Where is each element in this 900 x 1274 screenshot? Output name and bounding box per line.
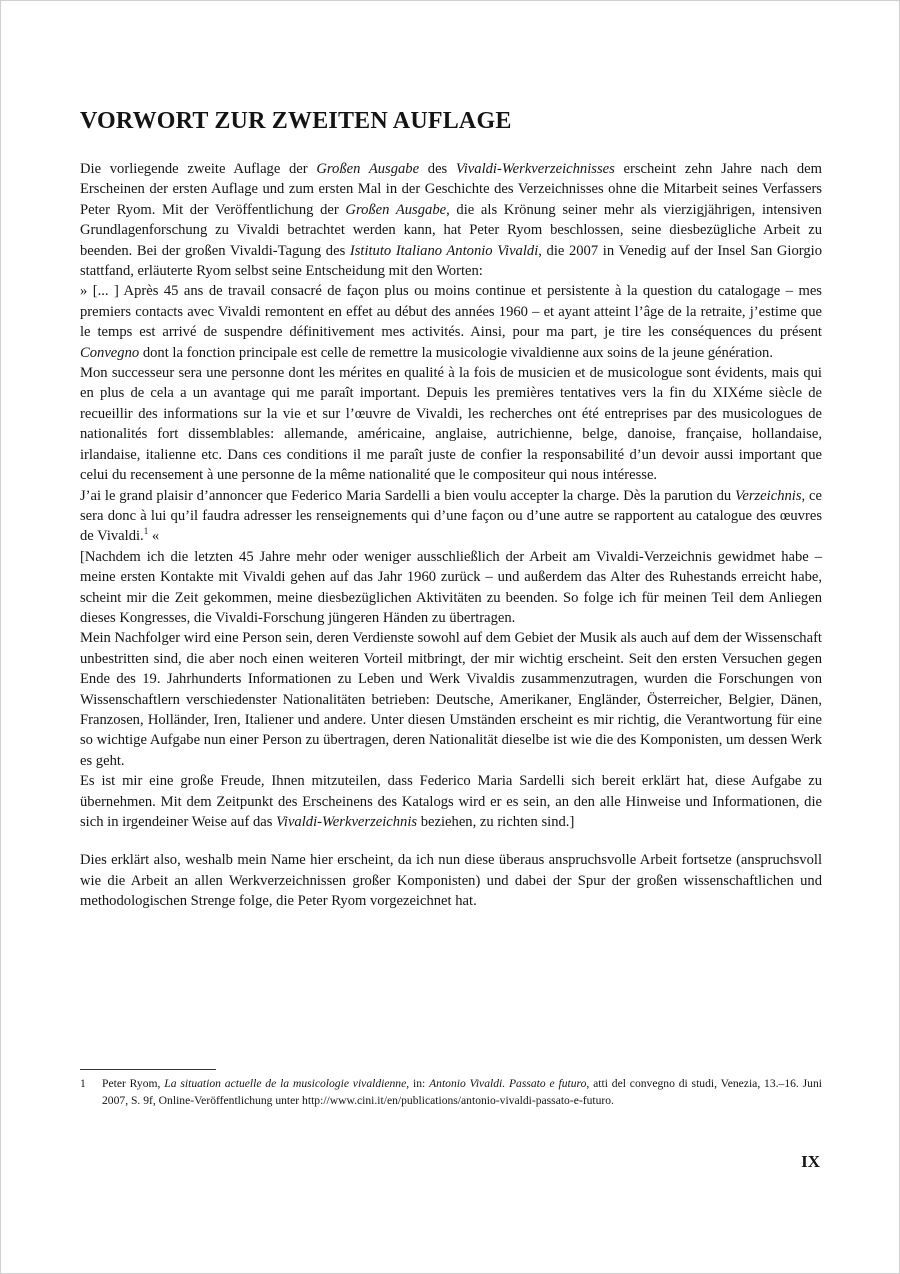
footnote-number: 1: [80, 1077, 86, 1090]
body-text: [80, 159, 822, 912]
text-run: , die 2007 in Venedig auf der Insel San Giorgio stattfand, erläuterte Ryom selbst seine Entscheidung mit den Worten:: [80, 242, 822, 280]
paragraph: [80, 486, 822, 547]
text-run: erscheint zehn Jahre nach dem Erscheinen der ersten Auflage und zum ersten Mal in der Geschichte des Verzeichnisses ohne die Mitarbeit seines Verfassers Peter Ryom. Mit der Veröffentlichung der: [80, 161, 822, 218]
italic-text: Vivaldi-Werkverzeichnisses: [455, 161, 615, 177]
paragraph: [80, 281, 822, 363]
text-run: [Nachdem ich die letzten 45 Jahre mehr oder weniger ausschließlich der Arbeit am Vivaldi-Verzeichnis gewidmet habe – meine ersten Kontakte mit Vivaldi gehen auf das Jahr 1960 zurück – und außerdem das Alter des Ruhestands erreicht habe, scheint mir die Zeit gekommen, meine diesbezüglichen Aktivitäten zu beenden. So folge ich für meinen Teil dem Anliegen dieses Kongresses, die Vivaldi-Forschung jüngeren Händen zu übertragen.: [80, 548, 822, 626]
page-number: IX: [801, 1152, 820, 1171]
text-run: «: [148, 528, 160, 545]
text-run: des: [419, 161, 456, 177]
page-content: [80, 108, 822, 912]
footnote-ref: 1: [143, 526, 149, 537]
text-run: , die als Krönung seiner mehr als vierzigjährigen, intensiven Grundlagenforschung zu Vivaldi betrachtet werden kann, hat Peter Ryom beschlossen, seine diesbezügliche Arbeit zu beenden. Bei der großen Vivaldi-Tagung des: [80, 201, 822, 259]
text-run: Mon successeur sera une personne dont les mérites en qualité à la fois de musicien et de musicologue sont évidents, mais qui en plus de cela a un avantage qui me paraît important. Depuis les premières tentatives vers la fin du XIXéme siècle de recueillir des informations sur la vie et sur l’œuvre de Vivaldi, les recherches ont été entreprises par des musicologues de nationalités fort dissemblables: allemande, américaine, anglaise, autrichienne, belge, danoise, française, hollandaise, irlandaise, italienne etc. Dans ces conditions il me paraît juste de confier la responsabilité d’un devoir aussi important que celui du recensement à une personne de la même nationalité que le compositeur qui nous intéresse.: [80, 365, 822, 484]
paragraph: [80, 628, 822, 771]
text-run: Mein Nachfolger wird eine Person sein, deren Verdienste sowohl auf dem Gebiet der Musik als auch auf dem der Wissenschaft unbestritten sind, die aber noch einen weiteren Vorteil mitbringt, der mir wichtig erscheint. Seit den ersten Versuchen gegen Ende des 19. Jahrhunderts Informationen zu Leben und Werk Vivaldis zusammenzutragen, wurden die Forschungen von Wissenschaftlern verschiedenster Nationalitäten betrieben: Deutsche, Amerikaner, Engländer, Österreicher, Belgier, Dänen, Franzosen, Holländer, Iren, Italiener und andere. Unter diesen Umständen erscheint es mir richtig, die Verantwortung für eine so wichtige Aufgabe nun einer Person zu übertragen, deren Nationalität dieselbe ist wie die des Komponisten, um dessen Werk es geht.: [80, 630, 822, 769]
text-run: Es ist mir eine große Freude, Ihnen mitzuteilen, dass Federico Maria Sardelli sich bereit erklärt hat, diese Aufgabe zu übernehmen. Mit dem Zeitpunkt des Erscheinens des Katalogs wird er es sein, an den alle Hinweise und Informationen, die sich in irgendeiner Weise auf das: [80, 773, 822, 830]
paragraph: [80, 547, 822, 629]
footnote: [80, 1076, 822, 1109]
italic-text: Großen Ausgabe: [316, 161, 420, 177]
paragraph: [80, 159, 822, 281]
paragraph: [80, 771, 822, 832]
italic-text: Istituto Italiano Antonio Vivaldi: [349, 242, 539, 259]
italic-text: Vivaldi-Werkverzeichnis: [276, 814, 418, 830]
italic-text: Verzeichnis: [735, 487, 802, 504]
text-run: dont la fonction principale est celle de remettre la musicologie vivaldienne aux soins de la jeune génération.: [139, 344, 773, 361]
italic-text: Convegno: [80, 344, 140, 361]
italic-text: Großen Ausgabe: [345, 201, 447, 218]
paragraph: [80, 363, 822, 485]
italic-text: La situation actuelle de la musicologie vivaldienne: [164, 1077, 407, 1090]
page-title: VORWORT ZUR ZWEITEN AUFLAGE: [80, 108, 512, 134]
text-run: , atti del convegno di studi, Venezia, 13.–16. Juni 2007, S. 9f, Online-Veröffentlichung unter http://www.cini.it/en/publications/antonio-vivaldi-passato-e-futuro.: [102, 1077, 822, 1107]
text-run: beziehen, zu richten sind.]: [417, 814, 575, 830]
text-run: Peter Ryom,: [102, 1077, 165, 1090]
text-run: » [... ] Après 45 ans de travail consacré de façon plus ou moins continue et persistente à la question du catalogage – mes premiers contacts avec Vivaldi remontent en effet au début des années 1960 – et ayant atteint l’âge de la retraite, j’estime que le temps est arrivé de suspendre définitivement mes activités. Ainsi, pour ma part, je tire les conséquences du présent: [80, 283, 822, 341]
text-run: , in:: [406, 1077, 430, 1090]
text-run: Die vorliegende zweite Auflage der: [80, 161, 317, 177]
footnote-text: [102, 1076, 822, 1109]
italic-text: Antonio Vivaldi. Passato e futuro: [429, 1077, 587, 1090]
footnote-rule: [80, 1069, 216, 1070]
paragraph: [80, 850, 822, 911]
text-run: J’ai le grand plaisir d’annoncer que Federico Maria Sardelli a bien voulu accepter la charge. Dès la parution du: [80, 487, 736, 504]
text-run: Dies erklärt also, weshalb mein Name hier erscheint, da ich nun diese überaus anspruchsvolle Arbeit fortsetze (anspruchsvoll wie die Arbeit an allen Werkverzeichnissen großer Komponisten) und dabei der Spur der großen wissenschaftlichen und methodologischen Strenge folge, die Peter Ryom vorgezeichnet hat.: [80, 852, 822, 910]
text-run: , ce sera donc à lui qu’il faudra adresser les renseignements qui d’une façon ou d’une autre se rapportent au catalogue des œuvres de Vivaldi.: [80, 487, 822, 545]
